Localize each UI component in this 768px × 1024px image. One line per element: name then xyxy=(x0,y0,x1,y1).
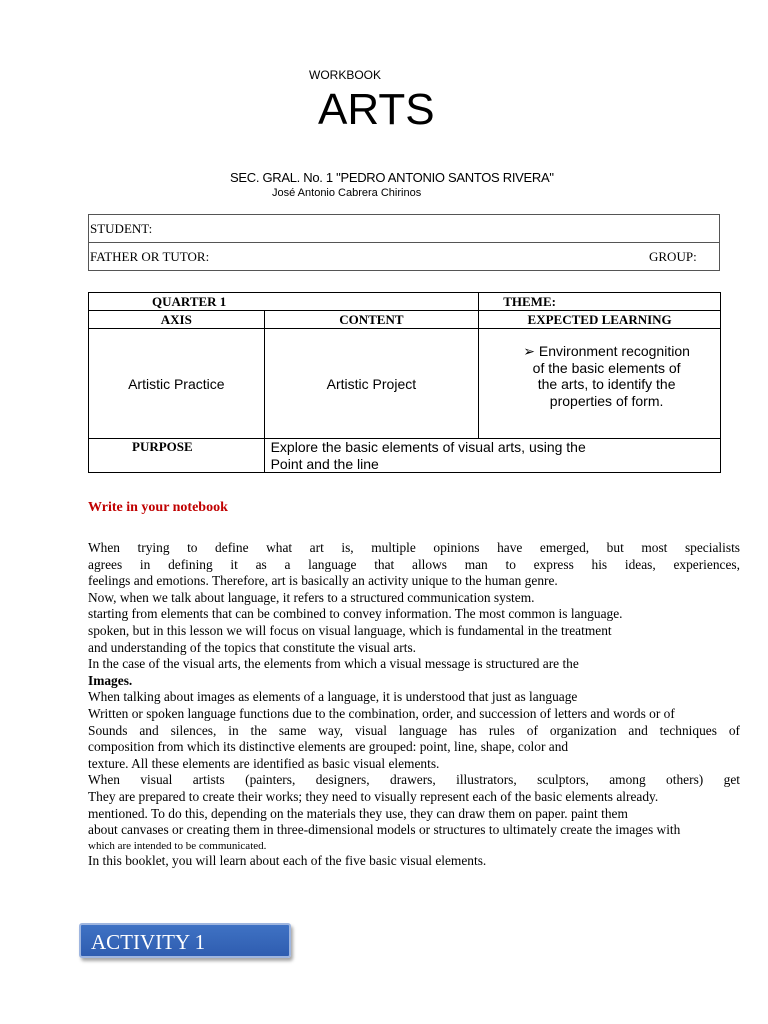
content-value: Artistic Project xyxy=(264,329,479,439)
lesson-body xyxy=(88,540,740,869)
body-line-small: which are intended to be communicated. xyxy=(88,839,267,852)
expected-learning-text: Environment recognition of the basic elements of the arts, to identify the properties of form. xyxy=(532,343,690,409)
workbook-label: WORKBOOK xyxy=(309,68,382,82)
body-line: about canvases or creating them in three-dimensional models or structures to ultimately create the images with xyxy=(88,822,681,838)
purpose-value xyxy=(264,439,720,473)
school-name: SEC. GRAL. No. 1 "PEDRO ANTONIO SANTOS RIVERA" xyxy=(230,170,554,185)
page-title: ARTS xyxy=(318,85,435,134)
body-line: composition from which its distinctive elements are grouped: point, line, shape, color and xyxy=(88,739,569,755)
body-line: When talking about images as elements of a language, it is understood that just as language xyxy=(88,689,578,705)
quarter-row xyxy=(89,293,721,311)
expected-learning-value xyxy=(479,329,721,439)
body-line: and understanding of the topics that constitute the visual arts. xyxy=(88,639,416,655)
notebook-instruction: Write in your notebook xyxy=(88,500,228,515)
purpose-label: PURPOSE xyxy=(89,439,265,473)
body-line: When trying to define what art is, multiple opinions have emerged, but most specialists xyxy=(88,540,740,555)
purpose-row xyxy=(89,439,721,473)
body-line: mentioned. To do this, depending on the materials they use, they can draw them on paper. paint them xyxy=(88,805,628,821)
body-line: They are prepared to create their works; they need to visually represent each of the basic elements already. xyxy=(88,788,659,804)
body-line: feelings and emotions. Therefore, art is basically an activity unique to the human genre. xyxy=(88,573,558,589)
expected-learning-header: EXPECTED LEARNING xyxy=(479,311,721,329)
group-label: GROUP: xyxy=(649,248,697,264)
student-row xyxy=(89,215,720,243)
body-line: Written or spoken language functions due to the combination, order, and succession of letters and words or of xyxy=(88,705,675,721)
body-line: starting from elements that can be combined to convey information. The most common is language. xyxy=(88,606,623,622)
body-line: When visual artists (painters, designers, drawers, illustrators, sculptors, among others) get xyxy=(88,772,740,788)
activity-1-button[interactable]: ACTIVITY 1 xyxy=(79,923,291,958)
axis-header: AXIS xyxy=(89,311,265,329)
student-info-table xyxy=(88,214,720,271)
lesson-plan-table xyxy=(88,292,721,473)
body-line: In this booklet, you will learn about each of the five basic visual elements. xyxy=(88,852,487,868)
father-or-tutor-label: FATHER OR TUTOR: xyxy=(90,248,210,264)
father-or-tutor-field[interactable] xyxy=(89,243,720,271)
body-line: texture. All these elements are identified as basic visual elements. xyxy=(88,755,440,771)
author-name: José Antonio Cabrera Chirinos xyxy=(272,187,422,199)
quarter-label: QUARTER 1 xyxy=(89,293,479,311)
body-line: Sounds and silences, in the same way, visual language has rules of organization and techniques of xyxy=(88,722,740,738)
student-field[interactable]: STUDENT: xyxy=(89,215,720,243)
axis-value: Artistic Practice xyxy=(89,329,265,439)
theme-label: THEME: xyxy=(479,293,721,311)
body-line: In the case of the visual arts, the elements from which a visual message is structured are the xyxy=(88,656,579,672)
column-header-row xyxy=(89,311,721,329)
content-header: CONTENT xyxy=(264,311,479,329)
purpose-text: Explore the basic elements of visual arts, using the Point and the line xyxy=(270,439,586,472)
body-line: Now, when we talk about language, it refers to a structured communication system. xyxy=(88,589,535,605)
plan-content-row xyxy=(89,329,721,439)
body-line: spoken, but in this lesson we will focus on visual language, which is fundamental in the treatment xyxy=(88,622,612,638)
body-line-images: Images. xyxy=(88,672,133,688)
arrow-bullet-icon: ➢ xyxy=(523,343,536,359)
tutor-row xyxy=(89,243,720,271)
body-line: agrees in defining it as a language that allows man to express his ideas, experiences, xyxy=(88,556,740,572)
